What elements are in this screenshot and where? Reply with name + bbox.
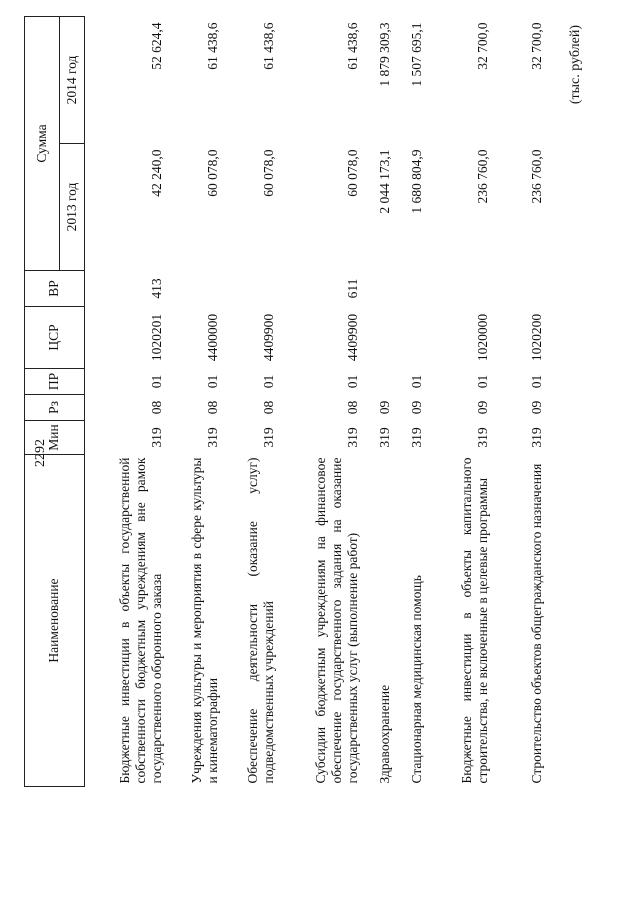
row-2014: 32 700,0 (475, 22, 491, 70)
row-rz: 08 (345, 400, 361, 415)
row-name: Учреждения культуры и мероприятия в сфере культуры и кинематографии (189, 457, 221, 784)
row-2014: 1 507 695,1 (409, 22, 425, 87)
table-row (425, 16, 491, 786)
row-vr (165, 271, 221, 307)
table-row (165, 16, 221, 786)
row-2013: 60 078,0 (205, 149, 221, 197)
row-rz: 08 (261, 400, 277, 415)
row-pr: 01 (261, 374, 277, 389)
header-csr: ЦСР (25, 307, 85, 369)
row-rz: 08 (149, 400, 165, 415)
header-vr: ВР (25, 271, 85, 307)
row-min: 319 (205, 427, 221, 448)
row-rz: 09 (475, 400, 491, 415)
row-name: Бюджетные инвестиции в объекты государственной собственности бюджетным учреждениям вне рамок государственного оборонного заказа (117, 457, 165, 784)
row-min: 319 (377, 427, 393, 448)
row-min: 319 (345, 427, 361, 448)
header-2013: 2013 год (60, 144, 85, 271)
row-2014: 32 700,0 (529, 22, 545, 70)
budget-table-wrap (24, 17, 546, 787)
table-row (393, 16, 425, 786)
row-rz: 08 (205, 400, 221, 415)
header-rz: Рз (25, 395, 85, 421)
row-csr (393, 307, 425, 369)
row-pr: 01 (529, 374, 545, 389)
row-pr: 01 (149, 374, 165, 389)
table-row (491, 16, 545, 786)
header-pr: ПР (25, 369, 85, 395)
row-vr (221, 271, 277, 307)
row-pr (361, 369, 393, 395)
page-number-text: 2292 (33, 439, 48, 467)
row-vr (491, 271, 545, 307)
row-csr: 4409900 (345, 313, 361, 362)
row-2013: 60 078,0 (345, 149, 361, 197)
row-2013: 60 078,0 (261, 149, 277, 197)
table-row (277, 16, 361, 786)
row-min: 319 (529, 427, 545, 448)
units-note: (тыс. рублей) (568, 25, 583, 105)
row-min: 319 (475, 427, 491, 448)
row-pr: 01 (345, 374, 361, 389)
row-2013: 1 680 804,9 (409, 149, 425, 214)
table-row (361, 16, 393, 786)
row-2014: 61 438,6 (205, 22, 221, 70)
row-2014: 52 624,4 (149, 22, 165, 70)
row-vr (393, 271, 425, 307)
row-csr: 4409900 (261, 313, 277, 362)
row-min: 319 (409, 427, 425, 448)
row-csr: 1020201 (149, 313, 165, 362)
row-name: Бюджетные инвестиции в объекты капитального строительства, не включенные в целевые программы (459, 457, 491, 784)
row-pr: 01 (475, 374, 491, 389)
row-name: Здравоохранение (377, 684, 393, 784)
row-vr (361, 271, 393, 307)
row-2014: 61 438,6 (345, 22, 361, 70)
row-rz: 09 (529, 400, 545, 415)
row-2013: 236 760,0 (529, 149, 545, 204)
row-2014: 61 438,6 (261, 22, 277, 70)
row-name: Обеспечение деятельности (оказание услуг) подведомственных учреждений (245, 457, 277, 784)
header-name: Наименование (25, 455, 85, 787)
row-vr: 611 (345, 278, 361, 299)
row-2013: 42 240,0 (149, 149, 165, 197)
row-vr: 413 (149, 278, 165, 299)
row-name: Строительство объектов общегражданского назначения (529, 463, 545, 784)
row-pr: 01 (409, 374, 425, 389)
row-min: 319 (149, 427, 165, 448)
row-2014: 1 879 309,3 (377, 22, 393, 87)
row-pr: 01 (205, 374, 221, 389)
header-min: Мин (25, 421, 85, 455)
table-row (85, 16, 166, 786)
row-vr (425, 271, 491, 307)
header-2014: 2014 год (60, 16, 85, 143)
row-rz: 09 (409, 400, 425, 415)
table-body (85, 16, 546, 786)
row-name: Стационарная медицинская помощь (409, 575, 425, 784)
row-csr: 1020000 (475, 313, 491, 362)
row-csr (361, 307, 393, 369)
row-2013: 236 760,0 (475, 149, 491, 204)
table-row (221, 16, 277, 786)
row-csr: 4400000 (205, 313, 221, 362)
row-name: Субсидии бюджетным учреждениям на финансовое обеспечение государственного задания на оказание государственных услуг (выполнение работ) (313, 457, 361, 784)
row-min: 319 (261, 427, 277, 448)
budget-table (24, 16, 545, 787)
row-csr: 1020200 (529, 313, 545, 362)
row-2013: 2 044 173,1 (377, 149, 393, 214)
header-sum: Сумма (25, 16, 60, 270)
table-header (25, 16, 85, 786)
row-rz: 09 (377, 400, 393, 415)
